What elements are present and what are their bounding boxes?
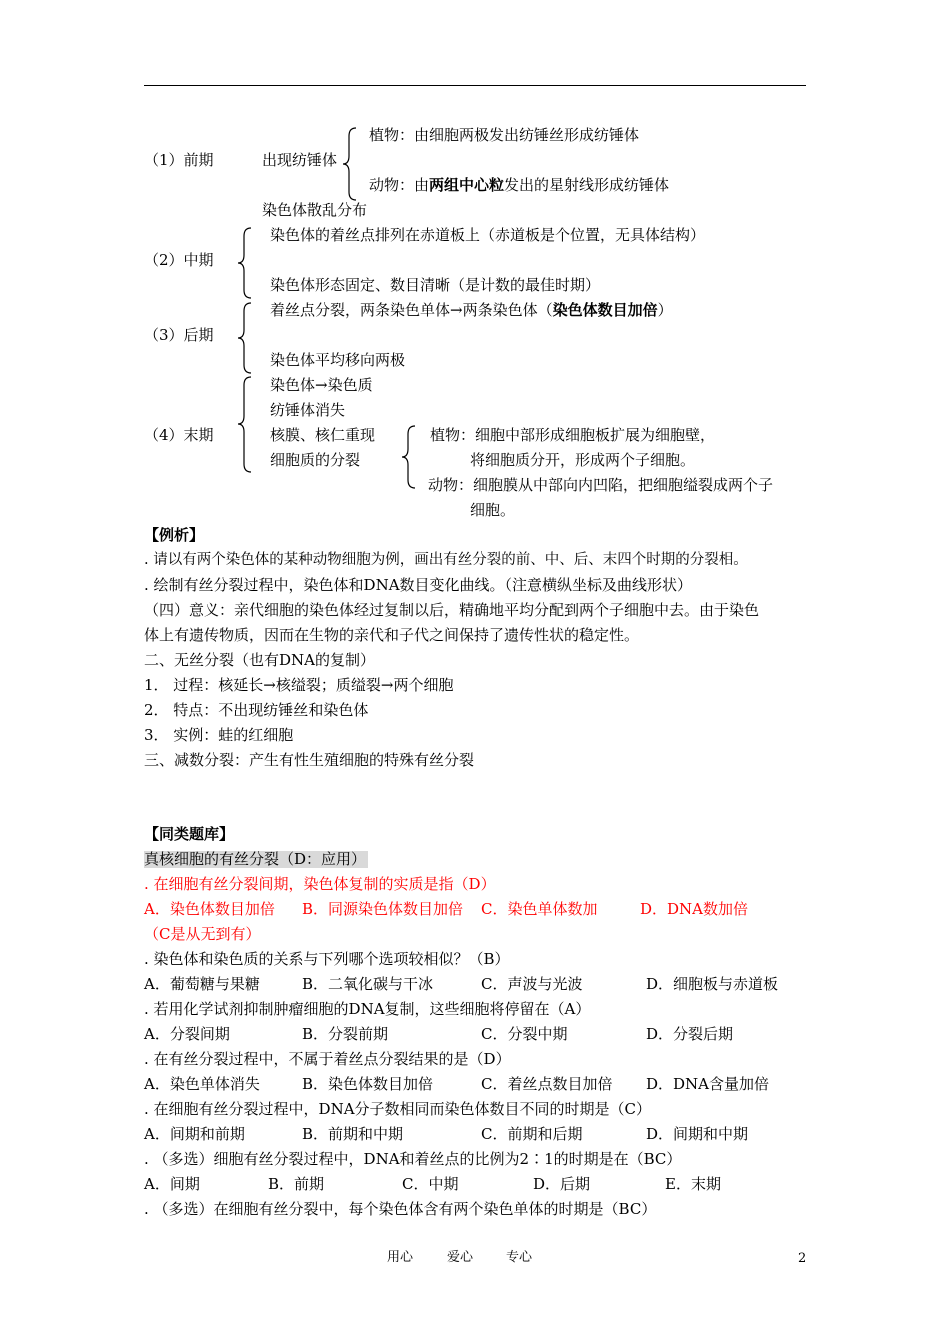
cytokinesis-brace <box>402 426 416 488</box>
bank-heading: 【同类题库】 <box>144 825 235 843</box>
q3-option-b: B．分裂前期 <box>302 1025 389 1043</box>
q6-option-e: E．末期 <box>665 1175 721 1193</box>
q4-option-b: B．染色体数目加倍 <box>302 1075 434 1093</box>
page-number: 2 <box>798 1251 807 1266</box>
question-6: . （多选）细胞有丝分裂过程中，DNA和着丝点的比例为2∶1的时期是在（BC） <box>144 1150 682 1168</box>
q3-option-d: D．分裂后期 <box>646 1025 734 1043</box>
prophase-scatter: 染色体散乱分布 <box>262 201 368 219</box>
question-2: . 染色体和染色质的关系与下列哪个选项较相似？（B） <box>144 950 510 968</box>
q4-option-c: C．着丝点数目加倍 <box>481 1075 613 1093</box>
q6-option-b: B．前期 <box>268 1175 325 1193</box>
question-4: . 在有丝分裂过程中，不属于着丝点分裂结果的是（D） <box>144 1050 511 1068</box>
footer-slogan-3: 专心 <box>506 1250 533 1265</box>
q3-option-a: A．分裂间期 <box>144 1025 230 1043</box>
significance-line1: （四）意义：亲代细胞的染色体经过复制以后，精确地平均分配到两个子细胞中去。由于染色 <box>144 601 760 619</box>
q1-option-b: B．同源染色体数目加倍 <box>302 900 464 918</box>
amitosis-feature: 2． 特点：不出现纺锤丝和染色体 <box>144 701 369 719</box>
q5-option-d: D．间期和中期 <box>646 1125 749 1143</box>
prophase-label: （1）前期 <box>144 151 214 169</box>
prophase-animal: 动物：由两组中心粒发出的星射线形成纺锤体 <box>369 176 670 194</box>
q2-option-a: A．葡萄糖与果糖 <box>144 975 260 993</box>
prophase-spindle: 出现纺锤体 <box>262 151 338 169</box>
cytokinesis-animal-2: 细胞。 <box>470 501 516 519</box>
cytokinesis-plant-1: 植物：细胞中部形成细胞板扩展为细胞壁， <box>430 426 716 444</box>
telophase-line2: 纺锤体消失 <box>270 401 346 419</box>
anaphase-brace <box>238 303 252 373</box>
metaphase-label: （2）中期 <box>144 251 214 269</box>
q5-option-a: A．间期和前期 <box>144 1125 245 1143</box>
amitosis-process: 1． 过程：核延长→核缢裂；质缢裂→两个细胞 <box>144 676 454 694</box>
telophase-line1: 染色体→染色质 <box>270 376 373 394</box>
q4-option-a: A．染色单体消失 <box>144 1075 260 1093</box>
bank-topic: 真核细胞的有丝分裂（D：应用） <box>144 850 367 868</box>
q1-option-c: C．染色单体数加 <box>481 900 598 918</box>
cytokinesis-animal-1: 动物：细胞膜从中部向内凹陷，把细胞缢裂成两个子 <box>428 476 774 494</box>
example-q2: . 绘制有丝分裂过程中，染色体和DNA数目变化曲线。（注意横纵坐标及曲线形状） <box>144 576 693 594</box>
q2-option-d: D．细胞板与赤道板 <box>646 975 779 993</box>
header-rule <box>144 85 806 86</box>
meiosis-title: 三、减数分裂：产生有性生殖细胞的特殊有丝分裂 <box>144 751 475 769</box>
question-1: . 在细胞有丝分裂间期，染色体复制的实质是指（D） <box>144 875 496 893</box>
amitosis-title: 二、无丝分裂（也有DNA的复制） <box>144 651 375 669</box>
example-heading: 【例析】 <box>144 526 205 544</box>
q3-option-c: C．分裂中期 <box>481 1025 568 1043</box>
q6-option-a: A．间期 <box>144 1175 200 1193</box>
metaphase-line2: 染色体形态固定、数目清晰（是计数的最佳时期） <box>270 276 601 294</box>
footer-slogan-2: 爱心 <box>447 1250 474 1265</box>
q6-option-d: D．后期 <box>533 1175 591 1193</box>
telophase-brace <box>238 377 252 472</box>
q2-option-b: B．二氧化碳与干冰 <box>302 975 434 993</box>
question-7: . （多选）在细胞有丝分裂中，每个染色体含有两个染色单体的时期是（BC） <box>144 1200 657 1218</box>
q1-option-d: D．DNA数加倍 <box>640 900 749 918</box>
q6-option-c: C．中期 <box>402 1175 459 1193</box>
telophase-line3: 核膜、核仁重现 <box>270 426 376 444</box>
telophase-label: （4）末期 <box>144 426 214 444</box>
q5-option-b: B．前期和中期 <box>302 1125 404 1143</box>
amitosis-example: 3． 实例：蛙的红细胞 <box>144 726 294 744</box>
telophase-line4: 细胞质的分裂 <box>270 451 361 469</box>
q5-option-c: C．前期和后期 <box>481 1125 583 1143</box>
footer-slogan-1: 用心 <box>387 1250 414 1265</box>
question-5: . 在细胞有丝分裂过程中，DNA分子数相同而染色体数目不同的时期是（C） <box>144 1100 652 1118</box>
cytokinesis-plant-2: 将细胞质分开，形成两个子细胞。 <box>470 451 696 469</box>
example-q1: . 请以有两个染色体的某种动物细胞为例，画出有丝分裂的前、中、后、末四个时期的分裂相。 <box>144 552 748 568</box>
significance-line2: 体上有遗传物质，因而在生物的亲代和子代之间保持了遗传性状的稳定性。 <box>144 626 640 644</box>
prophase-plant: 植物：由细胞两极发出纺锤丝形成纺锤体 <box>369 126 640 144</box>
q4-option-d: D．DNA含量加倍 <box>646 1075 770 1093</box>
anaphase-label: （3）后期 <box>144 326 214 344</box>
q1-note: （C是从无到有） <box>144 925 261 943</box>
prophase-brace <box>343 128 357 200</box>
question-3: . 若用化学试剂抑制肿瘤细胞的DNA复制，这些细胞将停留在（A） <box>144 1000 591 1018</box>
q1-option-a: A．染色体数目加倍 <box>144 900 275 918</box>
metaphase-brace <box>238 228 252 298</box>
metaphase-line1: 染色体的着丝点排列在赤道板上（赤道板是个位置，无具体结构） <box>270 226 706 244</box>
anaphase-line1: 着丝点分裂，两条染色单体→两条染色体（染色体数目加倍） <box>270 301 673 319</box>
anaphase-line2: 染色体平均移向两极 <box>270 351 406 369</box>
q2-option-c: C．声波与光波 <box>481 975 583 993</box>
